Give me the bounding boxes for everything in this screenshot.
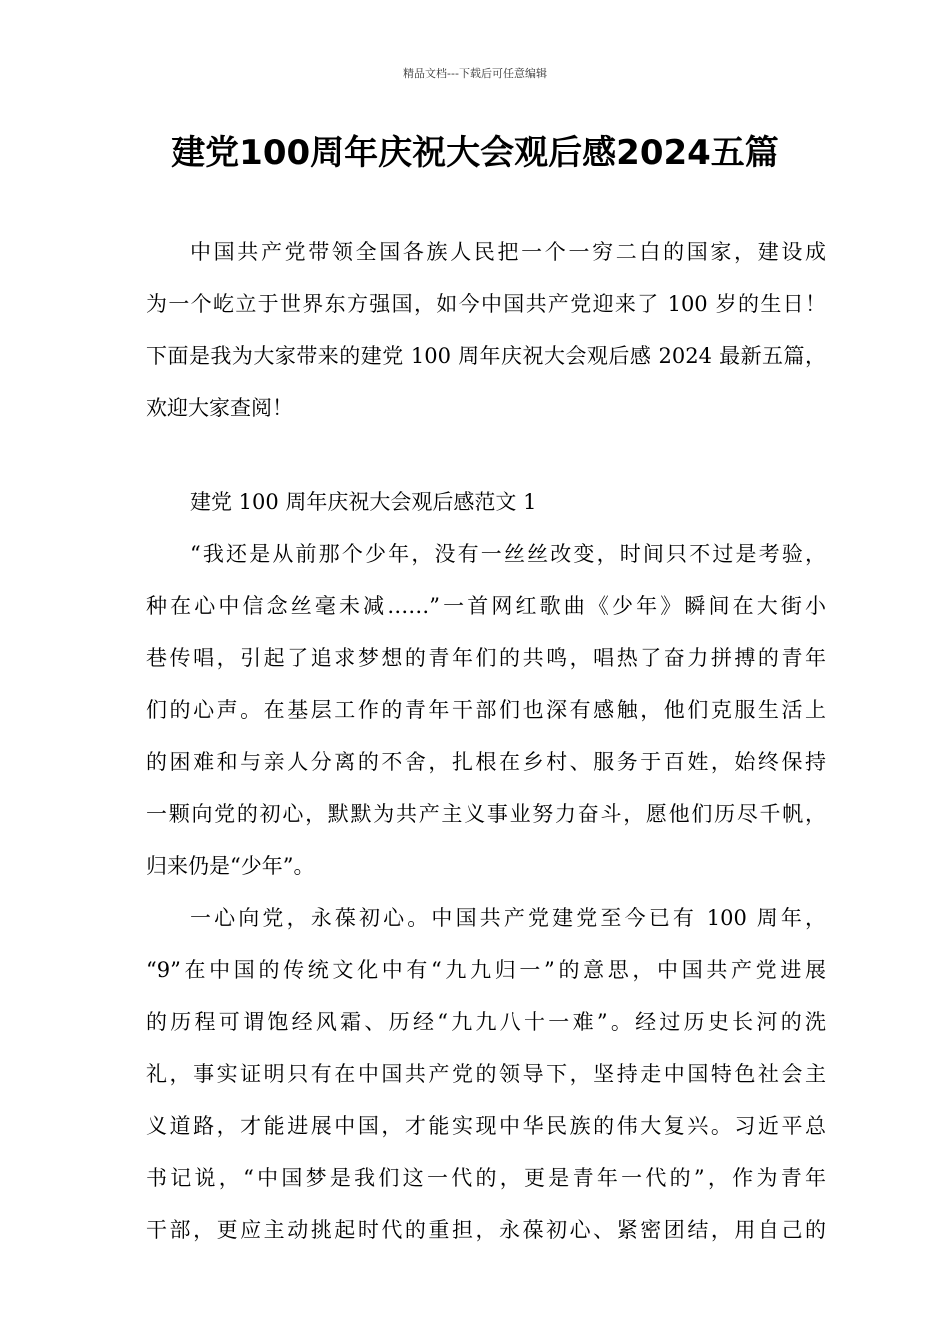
- header-note: 精品文档---下载后可任意编辑: [403, 67, 547, 80]
- document-title: 建党100周年庆祝大会观后感2024五篇: [171, 133, 779, 173]
- paragraph-line: “9”在中国的传统文化中有“九九归一”的意思，中国共产党进展: [146, 958, 826, 982]
- intro-line: 欢迎大家查阅！: [146, 396, 293, 420]
- paragraph-line: 的困难和与亲人分离的不舍，扎根在乡村、服务于百姓，始终保持: [146, 750, 826, 774]
- paragraph-line: 书记说，“中国梦是我们这一代的，更是青年一代的”，作为青年: [146, 1166, 826, 1190]
- section-1: [146, 476, 826, 1256]
- paragraph-line: 种在心中信念丝毫未减……”一首网红歌曲《少年》瞬间在大街小: [146, 594, 826, 618]
- intro-paragraph: [146, 226, 826, 434]
- paragraph-line: 归来仍是“少年”。: [146, 854, 315, 878]
- paragraph-line: 一颗向党的初心，默默为共产主义事业努力奋斗，愿他们历尽千帆，: [146, 802, 826, 826]
- section-heading: 建党 100 周年庆祝大会观后感范文 1: [190, 490, 537, 514]
- intro-line: 下面是我为大家带来的建党 100 周年庆祝大会观后感 2024 最新五篇，: [146, 344, 826, 368]
- intro-line: 为一个屹立于世界东方强国，如今中国共产党迎来了 100 岁的生日！: [146, 292, 826, 316]
- intro-line: 中国共产党带领全国各族人民把一个一穷二白的国家，建设成: [190, 240, 826, 264]
- paragraph-line: 的历程可谓饱经风霜、历经“九九八十一难”。经过历史长河的洗: [146, 1010, 826, 1034]
- paragraph-line: 巷传唱，引起了追求梦想的青年们的共鸣，唱热了奋力拼搏的青年: [146, 646, 826, 670]
- paragraph-line: 义道路，才能进展中国，才能实现中华民族的伟大复兴。习近平总: [146, 1114, 826, 1138]
- paragraph-line: “我还是从前那个少年，没有一丝丝改变，时间只不过是考验，: [190, 542, 826, 566]
- paragraph-line: 一心向党，永葆初心。中国共产党建党至今已有 100 周年，: [190, 906, 826, 930]
- paragraph-line: 干部，更应主动挑起时代的重担，永葆初心、紧密团结，用自己的: [146, 1218, 826, 1242]
- paragraph-line: 礼，事实证明只有在中国共产党的领导下，坚持走中国特色社会主: [146, 1062, 826, 1086]
- paragraph-line: 们的心声。在基层工作的青年干部们也深有感触，他们克服生活上: [146, 698, 826, 722]
